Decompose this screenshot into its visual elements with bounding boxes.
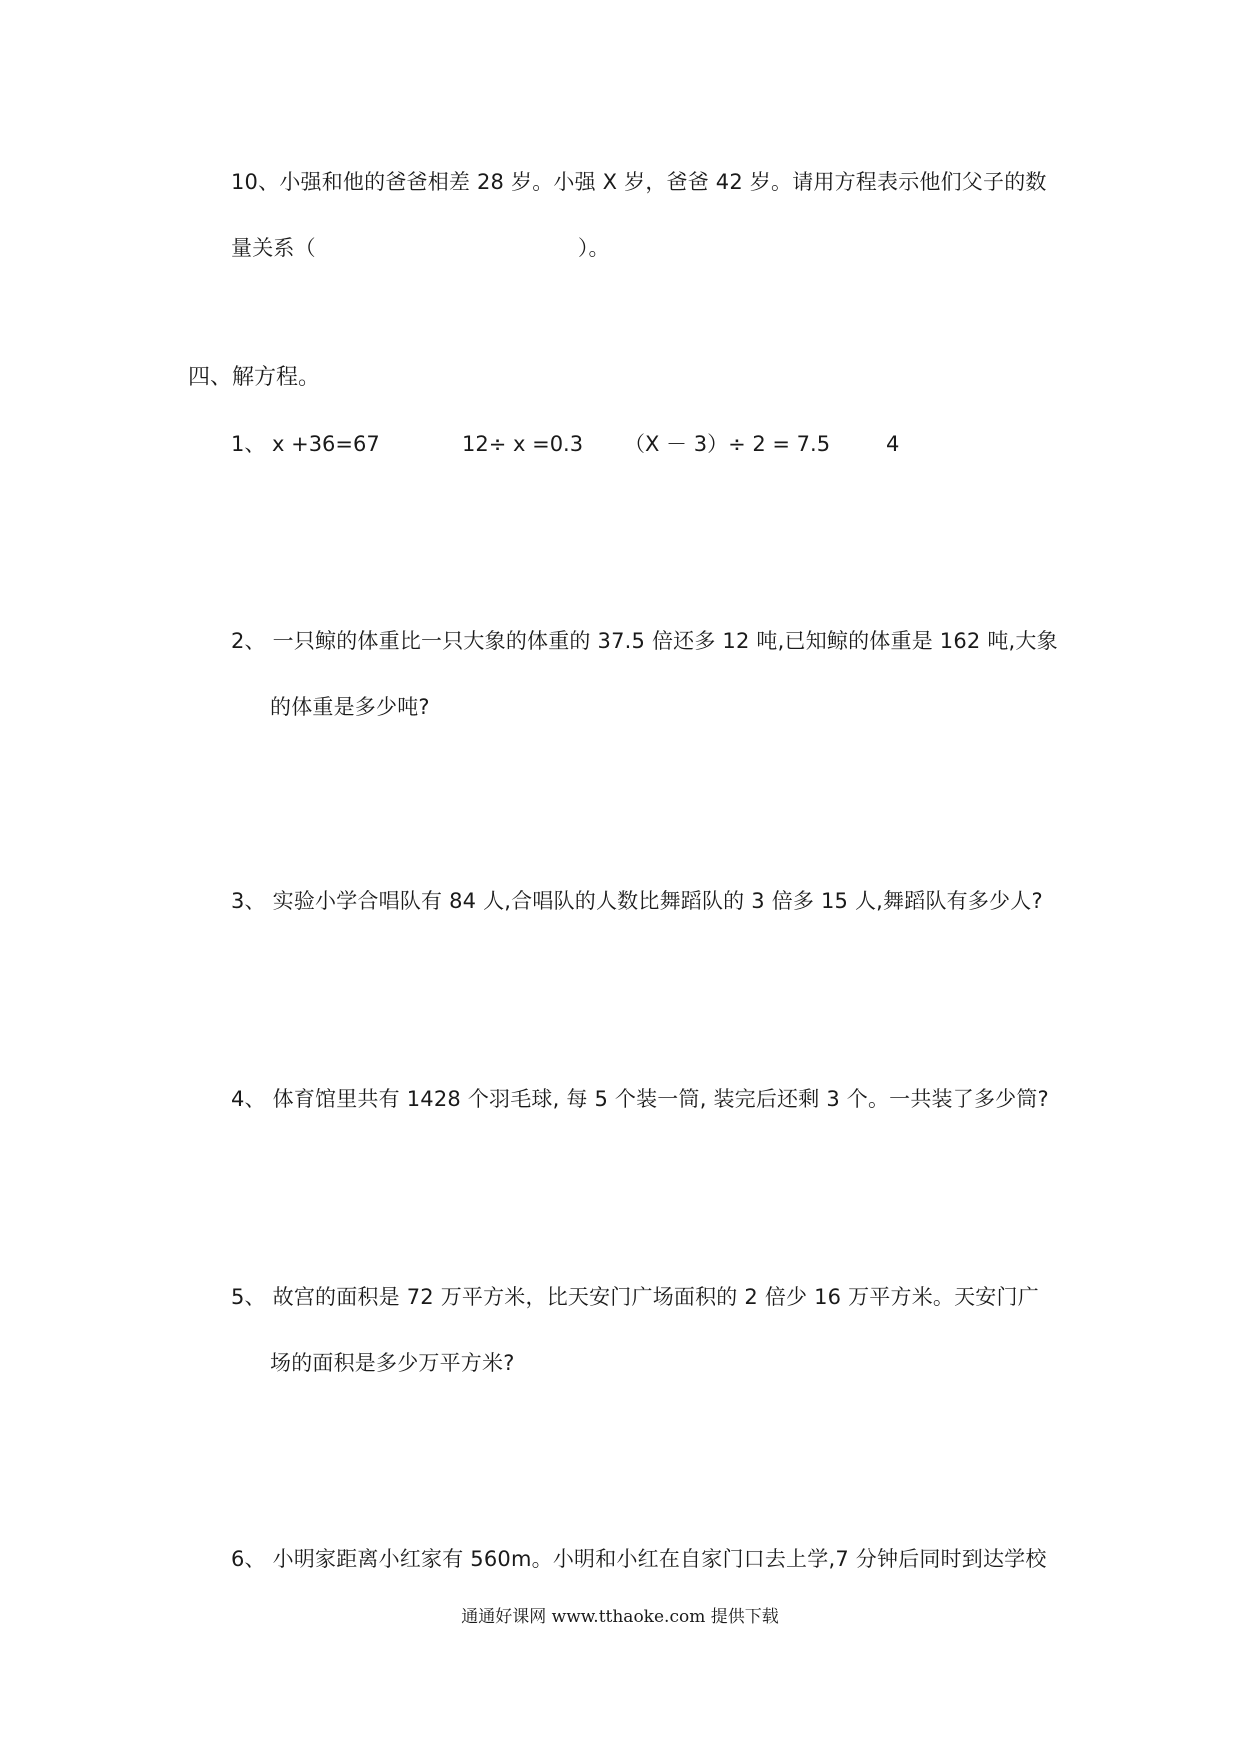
q10-line-2-suffix: ）。 xyxy=(577,236,610,260)
p1-equation-c: （X － 3）÷ 2 = 7.5 xyxy=(624,432,831,456)
p1-equation-a: x +36=67 xyxy=(272,432,380,456)
p5-line-2: 场的面积是多少万平方米? xyxy=(270,1351,515,1375)
p2-line-2: 的体重是多少吨? xyxy=(270,695,430,719)
section-4-title: 四、解方程。 xyxy=(188,365,321,390)
q10-line-2-prefix: 量关系（ xyxy=(231,236,316,260)
p6-line-1: 6、 小明家距离小红家有 560m。小明和小红在自家门口去上学,7 分钟后同时到达学校 xyxy=(231,1547,1047,1571)
p4-line-1: 4、 体育馆里共有 1428 个羽毛球, 每 5 个装一筒, 装完后还剩 3 个。一共装了多少筒? xyxy=(231,1087,1049,1111)
p1-equation-b: 12÷ x =0.3 xyxy=(462,432,584,456)
p1-number: 1、 xyxy=(231,432,266,456)
q10-line-1: 10、小强和他的爸爸相差 28 岁。小强 X 岁，爸爸 42 岁。请用方程表示他们父子的数 xyxy=(231,170,1047,194)
p2-line-1: 2、 一只鲸的体重比一只大象的体重的 37.5 倍还多 12 吨,已知鲸的体重是 162 吨,大象 xyxy=(231,629,1058,653)
p1-equation-d: 4 xyxy=(886,432,900,456)
p5-line-1: 5、 故宫的面积是 72 万平方米，比天安门广场面积的 2 倍少 16 万平方米。天安门广 xyxy=(231,1285,1039,1309)
p3-line-1: 3、 实验小学合唱队有 84 人,合唱队的人数比舞蹈队的 3 倍多 15 人,舞蹈队有多少人? xyxy=(231,889,1043,913)
q10-line-2 xyxy=(231,234,610,262)
footer-text: 通通好课网 www.tthaoke.com 提供下载 xyxy=(461,1607,779,1627)
